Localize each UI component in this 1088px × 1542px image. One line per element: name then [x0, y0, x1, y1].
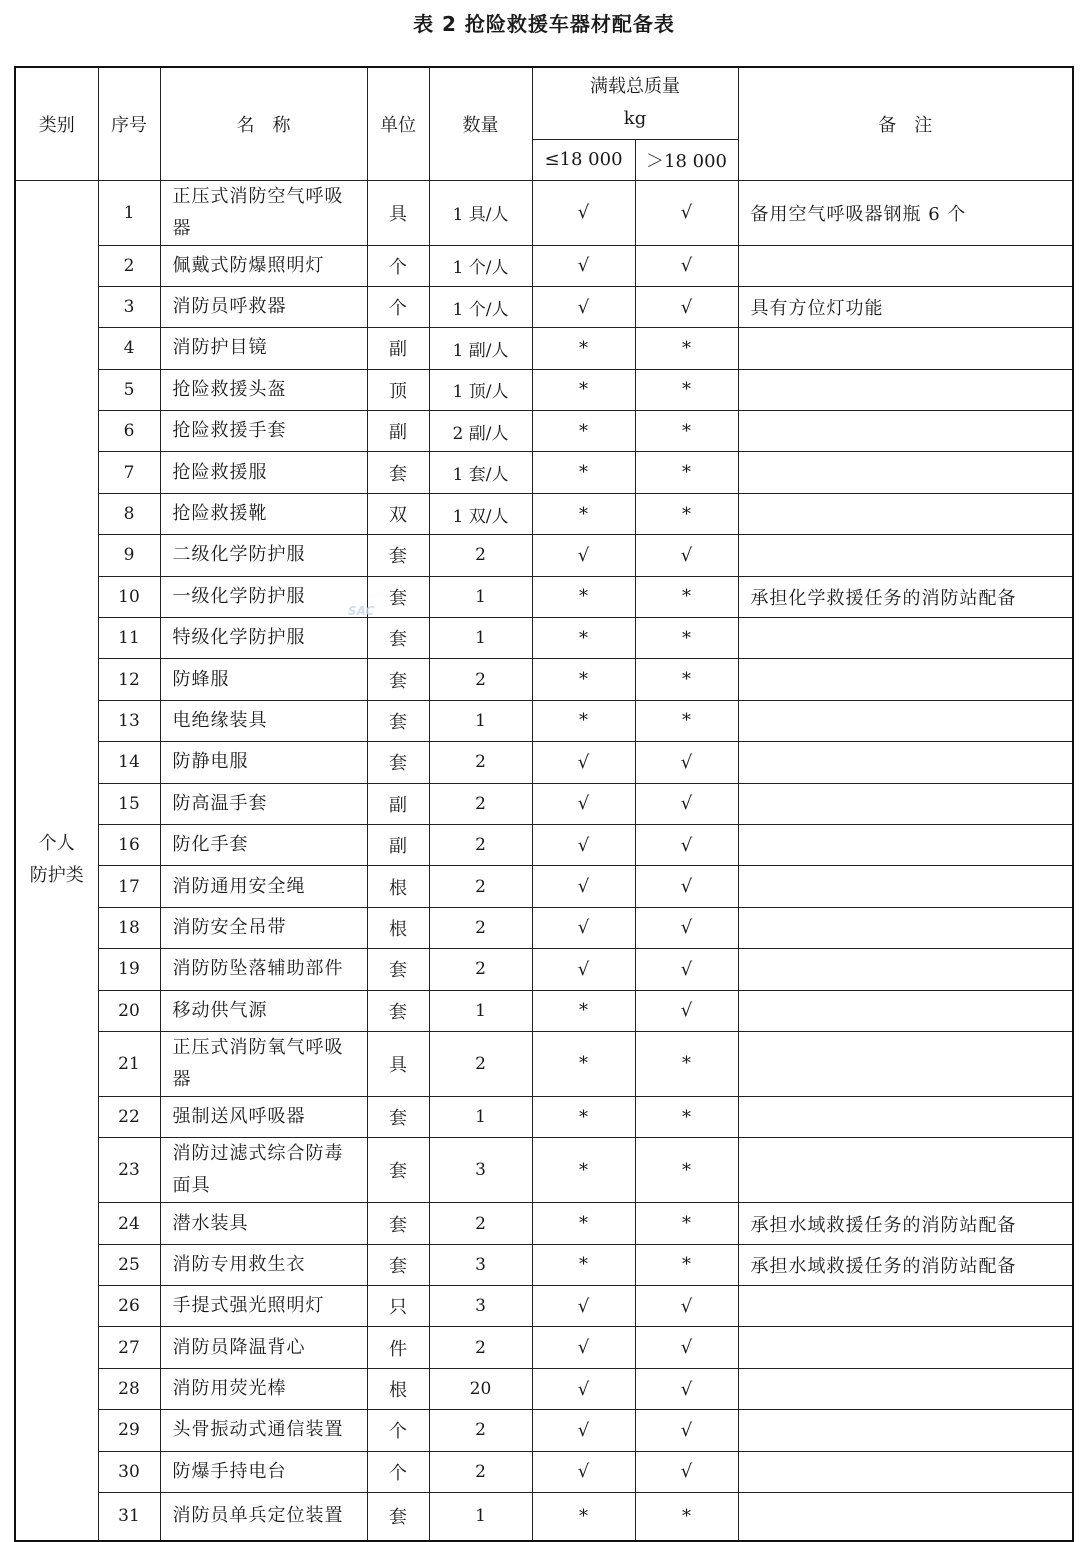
unit-cell: 套: [367, 1493, 429, 1541]
seq-cell: 12: [98, 659, 160, 700]
remark-cell: [738, 1368, 1073, 1409]
qty-cell: 3: [429, 1244, 532, 1285]
name-cell: 潜水装具: [160, 1203, 367, 1244]
name-cell: 抢险救援手套: [160, 411, 367, 452]
seq-cell: 29: [98, 1410, 160, 1451]
unit-cell: 根: [367, 866, 429, 907]
remark-cell: [738, 1031, 1073, 1096]
qty-cell: 2: [429, 659, 532, 700]
header-remark: 备 注: [738, 67, 1073, 180]
unit-cell: 根: [367, 1368, 429, 1409]
mass-gt-cell: √: [635, 949, 738, 990]
table-row: [15, 1203, 1073, 1244]
name-cell: 二级化学防护服: [160, 535, 367, 576]
table-row: [15, 700, 1073, 741]
category-cell: [15, 180, 98, 1541]
seq-cell: 15: [98, 783, 160, 824]
mass-gt-cell: *: [635, 576, 738, 617]
qty-cell: 1: [429, 990, 532, 1031]
remark-cell: [738, 245, 1073, 286]
unit-cell: 套: [367, 1096, 429, 1137]
table-header: [15, 67, 1073, 180]
mass-le-cell: *: [532, 700, 635, 741]
qty-cell: 1: [429, 1493, 532, 1541]
table-body: [15, 180, 1073, 1541]
qty-cell: 2: [429, 907, 532, 948]
remark-cell: [738, 618, 1073, 659]
mass-le-cell: *: [532, 452, 635, 493]
unit-cell: 具: [367, 180, 429, 245]
seq-cell: 7: [98, 452, 160, 493]
seq-cell: 16: [98, 824, 160, 865]
name-cell: 头骨振动式通信装置: [160, 1410, 367, 1451]
remark-cell: [738, 411, 1073, 452]
name-cell: 消防过滤式综合防毒面具: [160, 1138, 367, 1203]
unit-cell: 个: [367, 1410, 429, 1451]
header-qty: 数量: [429, 67, 532, 180]
category-line2: 防护类: [29, 865, 84, 887]
mass-le-cell: *: [532, 1493, 635, 1541]
mass-gt-cell: √: [635, 824, 738, 865]
unit-cell: 套: [367, 576, 429, 617]
qty-cell: 2: [429, 824, 532, 865]
mass-gt-cell: √: [635, 990, 738, 1031]
header-category: 类别: [15, 67, 98, 180]
seq-cell: 4: [98, 328, 160, 369]
name-cell: 抢险救援头盔: [160, 369, 367, 410]
name-cell: 一级化学防护服: [160, 576, 367, 617]
mass-le-cell: √: [532, 1410, 635, 1451]
mass-gt-cell: √: [635, 286, 738, 327]
name-cell: 防化手套: [160, 824, 367, 865]
seq-cell: 20: [98, 990, 160, 1031]
remark-cell: [738, 369, 1073, 410]
remark-cell: [738, 1410, 1073, 1451]
name-cell: 正压式消防氧气呼吸器: [160, 1031, 367, 1096]
remark-cell: [738, 866, 1073, 907]
mass-le-cell: *: [532, 1244, 635, 1285]
table-row: [15, 1368, 1073, 1409]
mass-le-cell: √: [532, 783, 635, 824]
mass-gt-cell: *: [635, 1493, 738, 1541]
name-cell: 手提式强光照明灯: [160, 1286, 367, 1327]
qty-cell: 2: [429, 1327, 532, 1368]
mass-le-cell: √: [532, 1368, 635, 1409]
unit-cell: 套: [367, 535, 429, 576]
seq-cell: 5: [98, 369, 160, 410]
name-cell: 防高温手套: [160, 783, 367, 824]
table-row: [15, 949, 1073, 990]
mass-le-cell: *: [532, 369, 635, 410]
seq-cell: 30: [98, 1451, 160, 1492]
table-row: [15, 493, 1073, 534]
sac-watermark: SAC: [348, 604, 375, 618]
header-mass-unit: kg: [623, 108, 647, 130]
mass-gt-cell: *: [635, 659, 738, 700]
unit-cell: 副: [367, 328, 429, 369]
name-cell: 防蜂服: [160, 659, 367, 700]
table-row: [15, 1244, 1073, 1285]
qty-cell: 1: [429, 1096, 532, 1137]
table-row: [15, 576, 1073, 617]
table-row: [15, 783, 1073, 824]
remark-cell: [738, 535, 1073, 576]
seq-cell: 17: [98, 866, 160, 907]
remark-cell: [738, 493, 1073, 534]
unit-cell: 套: [367, 618, 429, 659]
remark-cell: [738, 700, 1073, 741]
name-cell: 电绝缘装具: [160, 700, 367, 741]
mass-le-cell: *: [532, 990, 635, 1031]
qty-cell: 2: [429, 949, 532, 990]
unit-cell: 套: [367, 990, 429, 1031]
table-row: [15, 1138, 1073, 1203]
remark-cell: [738, 742, 1073, 783]
seq-cell: 25: [98, 1244, 160, 1285]
qty-cell: 20: [429, 1368, 532, 1409]
table-row: [15, 286, 1073, 327]
name-cell: 防静电服: [160, 742, 367, 783]
mass-le-cell: √: [532, 535, 635, 576]
seq-cell: 2: [98, 245, 160, 286]
remark-cell: [738, 328, 1073, 369]
mass-gt-cell: √: [635, 742, 738, 783]
remark-cell: 承担水域救援任务的消防站配备: [738, 1244, 1073, 1285]
unit-cell: 根: [367, 907, 429, 948]
remark-cell: 承担化学救援任务的消防站配备: [738, 576, 1073, 617]
qty-cell: 1: [429, 618, 532, 659]
name-cell: 消防员呼救器: [160, 286, 367, 327]
mass-gt-cell: √: [635, 1451, 738, 1492]
header-mass: [532, 67, 738, 139]
unit-cell: 套: [367, 1138, 429, 1203]
remark-cell: 备用空气呼吸器钢瓶 6 个: [738, 180, 1073, 245]
remark-cell: [738, 1327, 1073, 1368]
name-cell: 消防安全吊带: [160, 907, 367, 948]
seq-cell: 18: [98, 907, 160, 948]
mass-le-cell: √: [532, 180, 635, 245]
name-cell: 消防防坠落辅助部件: [160, 949, 367, 990]
seq-cell: 31: [98, 1493, 160, 1541]
name-cell: 消防护目镜: [160, 328, 367, 369]
seq-cell: 22: [98, 1096, 160, 1137]
name-cell: 消防专用救生衣: [160, 1244, 367, 1285]
unit-cell: 只: [367, 1286, 429, 1327]
seq-cell: 1: [98, 180, 160, 245]
name-cell: 特级化学防护服: [160, 618, 367, 659]
mass-le-cell: *: [532, 618, 635, 659]
mass-le-cell: √: [532, 742, 635, 783]
mass-le-cell: √: [532, 907, 635, 948]
seq-cell: 27: [98, 1327, 160, 1368]
remark-cell: [738, 824, 1073, 865]
mass-gt-cell: √: [635, 535, 738, 576]
name-cell: 消防通用安全绳: [160, 866, 367, 907]
header-mass-gt: ＞18 000: [635, 139, 738, 180]
table-row: [15, 1327, 1073, 1368]
unit-cell: 套: [367, 1244, 429, 1285]
seq-cell: 24: [98, 1203, 160, 1244]
table-row: [15, 742, 1073, 783]
qty-cell: 1 个/人: [429, 245, 532, 286]
name-cell: 强制送风呼吸器: [160, 1096, 367, 1137]
mass-gt-cell: √: [635, 180, 738, 245]
mass-le-cell: √: [532, 286, 635, 327]
table-row: [15, 659, 1073, 700]
mass-gt-cell: *: [635, 369, 738, 410]
seq-cell: 19: [98, 949, 160, 990]
mass-gt-cell: √: [635, 783, 738, 824]
mass-le-cell: *: [532, 1096, 635, 1137]
mass-gt-cell: √: [635, 907, 738, 948]
table-row: [15, 245, 1073, 286]
mass-gt-cell: *: [635, 1096, 738, 1137]
table-row: [15, 866, 1073, 907]
header-unit: 单位: [367, 67, 429, 180]
seq-cell: 11: [98, 618, 160, 659]
table-row: [15, 328, 1073, 369]
qty-cell: 1: [429, 576, 532, 617]
unit-cell: 个: [367, 245, 429, 286]
mass-le-cell: √: [532, 949, 635, 990]
table-row: [15, 180, 1073, 245]
table-row: [15, 990, 1073, 1031]
qty-cell: 2: [429, 1031, 532, 1096]
mass-gt-cell: *: [635, 452, 738, 493]
table-row: [15, 1096, 1073, 1137]
name-cell: 移动供气源: [160, 990, 367, 1031]
mass-gt-cell: √: [635, 1327, 738, 1368]
table-row: [15, 1493, 1073, 1541]
seq-cell: 9: [98, 535, 160, 576]
name-cell: 消防员降温背心: [160, 1327, 367, 1368]
category-line1: 个人: [38, 833, 75, 855]
mass-le-cell: √: [532, 245, 635, 286]
seq-cell: 21: [98, 1031, 160, 1096]
table-title: 表 2 抢险救援车器材配备表: [413, 12, 675, 36]
remark-cell: 具有方位灯功能: [738, 286, 1073, 327]
mass-gt-cell: √: [635, 866, 738, 907]
table-row: [15, 618, 1073, 659]
name-cell: 抢险救援服: [160, 452, 367, 493]
mass-le-cell: *: [532, 1203, 635, 1244]
mass-gt-cell: √: [635, 1410, 738, 1451]
mass-le-cell: *: [532, 328, 635, 369]
qty-cell: 1 套/人: [429, 452, 532, 493]
mass-le-cell: √: [532, 866, 635, 907]
qty-cell: 2: [429, 783, 532, 824]
table-row: [15, 535, 1073, 576]
mass-le-cell: *: [532, 1031, 635, 1096]
mass-gt-cell: √: [635, 245, 738, 286]
unit-cell: 个: [367, 286, 429, 327]
mass-le-cell: √: [532, 1286, 635, 1327]
name-cell: 抢险救援靴: [160, 493, 367, 534]
mass-gt-cell: √: [635, 1286, 738, 1327]
remark-cell: 承担水域救援任务的消防站配备: [738, 1203, 1073, 1244]
mass-gt-cell: *: [635, 411, 738, 452]
name-cell: 消防用荧光棒: [160, 1368, 367, 1409]
remark-cell: [738, 949, 1073, 990]
unit-cell: 个: [367, 1451, 429, 1492]
seq-cell: 28: [98, 1368, 160, 1409]
remark-cell: [738, 783, 1073, 824]
header-mass-title: 满载总质量: [590, 76, 680, 98]
remark-cell: [738, 1138, 1073, 1203]
qty-cell: 1 副/人: [429, 328, 532, 369]
seq-cell: 10: [98, 576, 160, 617]
seq-cell: 26: [98, 1286, 160, 1327]
table-row: [15, 1451, 1073, 1492]
mass-le-cell: √: [532, 1451, 635, 1492]
name-cell: 正压式消防空气呼吸器: [160, 180, 367, 245]
unit-cell: 副: [367, 824, 429, 865]
table-row: [15, 1410, 1073, 1451]
seq-cell: 3: [98, 286, 160, 327]
table-row: [15, 824, 1073, 865]
unit-cell: 套: [367, 452, 429, 493]
mass-gt-cell: *: [635, 328, 738, 369]
remark-cell: [738, 907, 1073, 948]
qty-cell: 1 个/人: [429, 286, 532, 327]
qty-cell: 2: [429, 535, 532, 576]
qty-cell: 2 副/人: [429, 411, 532, 452]
name-cell: 佩戴式防爆照明灯: [160, 245, 367, 286]
mass-le-cell: *: [532, 1138, 635, 1203]
mass-gt-cell: *: [635, 618, 738, 659]
mass-gt-cell: *: [635, 1244, 738, 1285]
unit-cell: 副: [367, 783, 429, 824]
table-row: [15, 369, 1073, 410]
qty-cell: 2: [429, 742, 532, 783]
remark-cell: [738, 1451, 1073, 1492]
name-cell: 消防员单兵定位装置: [160, 1493, 367, 1541]
table-row: [15, 1031, 1073, 1096]
unit-cell: 套: [367, 742, 429, 783]
unit-cell: 套: [367, 1203, 429, 1244]
mass-gt-cell: *: [635, 700, 738, 741]
mass-gt-cell: *: [635, 1031, 738, 1096]
remark-cell: [738, 1286, 1073, 1327]
remark-cell: [738, 1493, 1073, 1541]
remark-cell: [738, 452, 1073, 493]
table-row: [15, 411, 1073, 452]
mass-gt-cell: *: [635, 493, 738, 534]
seq-cell: 14: [98, 742, 160, 783]
equipment-table: [14, 66, 1074, 1542]
unit-cell: 套: [367, 700, 429, 741]
unit-cell: 顶: [367, 369, 429, 410]
qty-cell: 1: [429, 700, 532, 741]
mass-le-cell: *: [532, 659, 635, 700]
unit-cell: 套: [367, 949, 429, 990]
header-mass-le: ≤18 000: [532, 139, 635, 180]
qty-cell: 1 双/人: [429, 493, 532, 534]
name-cell: 防爆手持电台: [160, 1451, 367, 1492]
unit-cell: 件: [367, 1327, 429, 1368]
mass-le-cell: *: [532, 411, 635, 452]
header-name: 名 称: [160, 67, 367, 180]
qty-cell: 3: [429, 1286, 532, 1327]
unit-cell: 具: [367, 1031, 429, 1096]
qty-cell: 3: [429, 1138, 532, 1203]
remark-cell: [738, 1096, 1073, 1137]
mass-gt-cell: *: [635, 1138, 738, 1203]
seq-cell: 8: [98, 493, 160, 534]
mass-le-cell: *: [532, 576, 635, 617]
mass-le-cell: *: [532, 493, 635, 534]
qty-cell: 2: [429, 1203, 532, 1244]
table-row: [15, 1286, 1073, 1327]
unit-cell: 双: [367, 493, 429, 534]
qty-cell: 2: [429, 1451, 532, 1492]
remark-cell: [738, 659, 1073, 700]
qty-cell: 1 顶/人: [429, 369, 532, 410]
remark-cell: [738, 990, 1073, 1031]
unit-cell: 套: [367, 659, 429, 700]
qty-cell: 1 具/人: [429, 180, 532, 245]
table-row: [15, 907, 1073, 948]
seq-cell: 6: [98, 411, 160, 452]
mass-gt-cell: *: [635, 1203, 738, 1244]
mass-le-cell: √: [532, 1327, 635, 1368]
mass-le-cell: √: [532, 824, 635, 865]
qty-cell: 2: [429, 866, 532, 907]
seq-cell: 23: [98, 1138, 160, 1203]
unit-cell: 副: [367, 411, 429, 452]
qty-cell: 2: [429, 1410, 532, 1451]
mass-gt-cell: √: [635, 1368, 738, 1409]
table-row: [15, 452, 1073, 493]
header-seq: 序号: [98, 67, 160, 180]
seq-cell: 13: [98, 700, 160, 741]
